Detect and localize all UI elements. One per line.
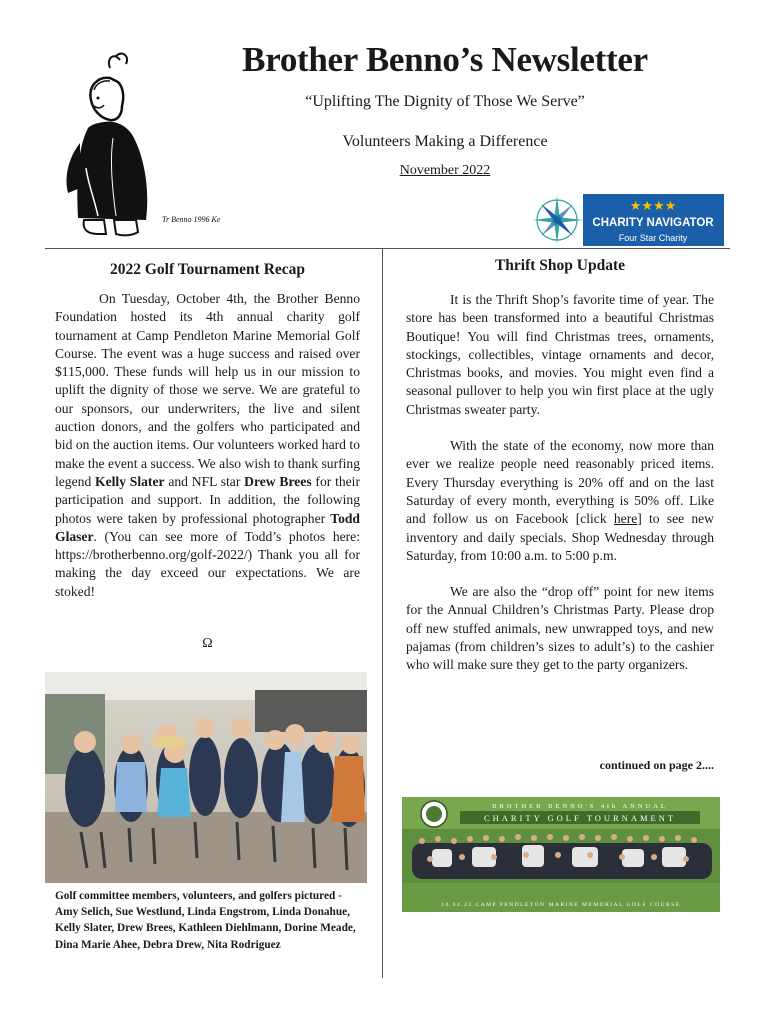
newsletter-title: Brother Benno’s Newsletter bbox=[242, 40, 648, 79]
golf-article-body bbox=[55, 290, 360, 601]
photo-caption: Golf committee members, volunteers, and golfers pictured - Amy Selich, Sue Westlund, Linda Engstrom, Linda Donahue, Kelly Slater, Drew Brees, Kathleen Diehlmann, Dorine Meade, Dina Marie Ahee, Debra Drew, Nita Rodriguez bbox=[55, 890, 356, 951]
golf-section-heading: 2022 Golf Tournament Recap bbox=[109, 261, 306, 278]
section-separator: Ω bbox=[202, 636, 213, 651]
thrift-paragraph-3: We are also the “drop off” point for new items for the Annual Children’s Christmas Party. Please drop off new stuffed animals, new unwrapped toys, and new pajamas (from children’s sizes to adult’s) to the cashier who will make sure they get to the party organizers. bbox=[406, 584, 714, 673]
thrift-paragraph-2: With the state of the economy, now more than ever we realize people need reasonably priced items. Every Thursday everything is 20% off and on the last Saturday of every month, everything is 50% off. Like and follow us on Facebook [click here] to see new inventory and daily specials. Shop Wednesday through Saturday, from 10:00 a.m. to 5:00 p.m. bbox=[406, 438, 714, 563]
drew-brees-name: Drew Brees bbox=[244, 473, 312, 489]
group-photo-line2: CHARITY GOLF TOURNAMENT bbox=[483, 813, 677, 823]
continued-note: continued on page 2.... bbox=[599, 758, 714, 772]
date-text: November 2022 bbox=[399, 163, 491, 178]
kelly-slater-name: Kelly Slater bbox=[95, 473, 165, 489]
charity-navigator-badge[interactable] bbox=[533, 194, 724, 246]
thrift-article-body bbox=[406, 291, 714, 675]
signature-text: Tr Benno 1996 Ke bbox=[162, 215, 221, 224]
newsletter-tagline: “Uplifting The Dignity of Those We Serve” bbox=[305, 93, 585, 110]
badge-name: CHARITY NAVIGATOR bbox=[592, 217, 714, 229]
group-photo-line1: BROTHER BENNO'S 4th ANNUAL bbox=[492, 803, 668, 810]
facebook-link[interactable]: here bbox=[613, 511, 638, 527]
rating-stars: ★★★★ bbox=[629, 199, 677, 214]
column-divider bbox=[382, 248, 383, 978]
thrift-paragraph-1: It is the Thrift Shop’s favorite time of year. The store has been transformed into a beautiful Christmas Boutique! You will find Christmas trees, ornaments, stockings, collectibles, vintage ornaments and decor, Christmas books, and movies. You might even find a seasonal pullover to help you win first place at the ugly Christmas sweater party. bbox=[406, 292, 714, 417]
tournament-group-photo bbox=[402, 797, 720, 912]
golf-committee-photo bbox=[45, 672, 367, 883]
newsletter-subtitle: Volunteers Making a Difference bbox=[342, 133, 548, 150]
thrift-section-heading: Thrift Shop Update bbox=[494, 257, 626, 274]
todd-glaser-name: Todd Glaser bbox=[55, 510, 360, 544]
badge-rating-text: Four Star Charity bbox=[618, 233, 688, 243]
newsletter-date bbox=[170, 163, 720, 179]
header-divider bbox=[45, 248, 730, 249]
group-photo-line3: 10.04.22 CAMP PENDLETON MARINE MEMORIAL GOLF COURSE bbox=[441, 902, 681, 908]
golf-paragraph: On Tuesday, October 4th, the Brother Benno Foundation hosted its 4th annual charity golf tournament at Camp Pendleton Marine Memorial Golf Course. The event was a huge success and raised over $115,000. These funds will help us in our mission to uplift the dignity of those we serve. We are grateful to our sponsors, our underwriters, the live and silent auction donors, and the golfers who participated and bid on the auction items. Our volunteers worked hard to make the event a success. We also wish to thank surfing legend Kelly Slater and NFL star Drew Brees for their participation and support. In addition, the following photos were taken by professional photographer Todd Glaser. (You can see more of Todd’s photos here: https://brotherbenno.org/golf-2022/) Thank you all for making the day exceed our expectations. We are stoked! bbox=[55, 291, 360, 599]
